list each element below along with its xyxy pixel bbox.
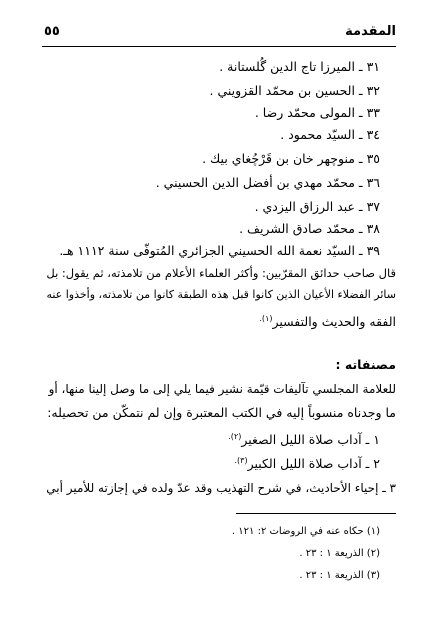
work-title: ٢ ـ آداب صلاة الليل الكبير (247, 456, 380, 472)
list-item: ٣٩ ـ السيّد نعمة الله الحسيني الجزائري المُتوفّى سنة ١١١٢ هـ. (59, 243, 380, 258)
work-title: ٣ ـ إحياء الأحاديث، في شرح التهذيب وقد عدّ ولده في إجازته للأمير أبي (46, 481, 396, 495)
paragraph-line: للعلامة المجلسي تآليفات قيّمة نشير فيما يلي إلى ما وصل إلينا منها، أو (48, 382, 396, 396)
list-item: ٣٨ ـ محمّد صادق الشريف . (239, 221, 380, 236)
work-title: ١ ـ آداب صلاة الليل الصغير (241, 432, 380, 448)
paragraph-text: الفقه والحديث والتفسير (272, 314, 396, 330)
page-number: ٥٥ (44, 24, 60, 39)
header-divider (42, 46, 396, 47)
list-item: ٣٣ ـ المولى محمّد رضا . (254, 105, 380, 120)
list-item: ٣٦ ـ محمّد مهدي بن أفضل الدين الحسيني . (155, 175, 380, 190)
footnote: (٣) الذريعة ١ : ٢٣ . (299, 570, 380, 581)
running-header-title: المقدمة (345, 24, 396, 39)
list-item: ٣٤ ـ السيّد محمود . (280, 127, 380, 142)
list-item: ٣٧ ـ عبد الرزاق اليزدي . (254, 199, 380, 214)
paragraph-line: قال صاحب حدائق المقرّبين: وأكثر العلماء الأعلام من تلامذته، ثم يقول: بل (46, 266, 396, 280)
list-item: ٣٢ ـ الحسين بن محمّد القزويني . (209, 83, 380, 98)
paragraph-line: ما وجدناه منسوباً إليه في الكتب المعتبرة وإن لم نتمكّن من تحصيله: (47, 405, 396, 420)
work-item (228, 428, 380, 449)
work-item (42, 476, 396, 497)
footnote-ref: (٢). (228, 432, 242, 441)
list-item: ٣١ ـ الميرزا تاج الدين گُلستانة . (219, 59, 380, 74)
footnote: (١) حكاه عنه في الروضات ٢: ١٢١ . (231, 526, 380, 537)
footnote-ref: (٣). (234, 456, 248, 465)
paragraph-line: سائر الفضلاء الأعيان الذين كانوا قبل هذه الطبقة كانوا من تلامذته، وأخذوا عنه (46, 288, 396, 301)
list-item: ٣٥ ـ منوچهر خان بن قَرْچُغاي بيك . (202, 151, 380, 166)
footnote-divider (236, 513, 396, 514)
paragraph-line (42, 310, 396, 331)
work-item (234, 452, 380, 473)
footnote-ref: (١). (259, 314, 273, 323)
section-heading: مصنفاته : (335, 357, 396, 372)
footnote: (٢) الذريعة ١ : ٢٣ . (299, 548, 380, 559)
